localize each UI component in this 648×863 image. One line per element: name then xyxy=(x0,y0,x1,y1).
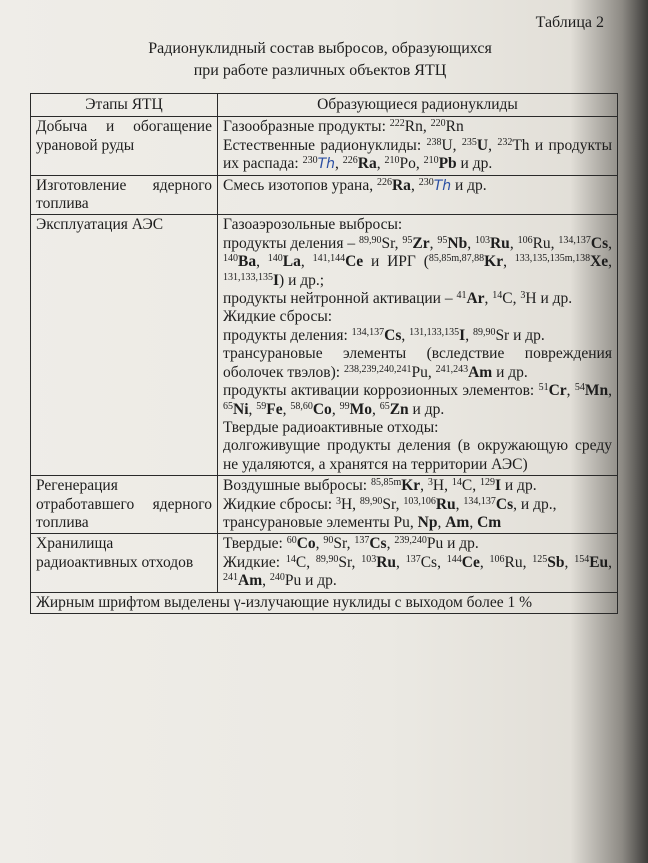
nuclide-line: Жидкие сбросы: $^3$H, $^{89,90}$Sr, $^{103,106}$Ru, $^{134,137}$Cs, и др., xyxy=(223,495,557,513)
footnote-row xyxy=(31,592,618,613)
table-row xyxy=(31,476,618,534)
table-caption xyxy=(40,38,600,82)
table-row xyxy=(31,215,618,476)
nuclide-line: Твердые радиоактивные отходы: xyxy=(223,418,439,436)
stage-cell: Эксплуатация АЭС xyxy=(31,215,218,476)
caption-line-1: Радионуклидный состав выбросов, образующихся xyxy=(148,40,492,57)
header-row xyxy=(31,94,618,117)
nuclide-line: Твердые: $^{60}$Co, $^{90}$Sr, $^{137}$Cs, $^{239,240}$Pu и др. xyxy=(223,535,479,553)
table-row xyxy=(31,175,618,215)
nuclide-line: Жидкие сбросы: xyxy=(223,308,333,326)
header-stages: Этапы ЯТЦ xyxy=(31,94,218,117)
header-nuclides: Образующиеся радионуклиды xyxy=(218,94,618,117)
nuclide-line: продукты деления: $^{134,137}$Cs, $^{131,133,135}$I, $^{89,90}$Sr и др. xyxy=(223,326,545,344)
nuclide-line: Газообразные продукты: $^{222}$Rn, $^{220}$Rn xyxy=(223,118,464,136)
nuclide-line: продукты активации коррозионных элементов: $^{51}$Cr, $^{54}$Mn, $^{65}$Ni, $^{59}$Fe, $^{58,60}$Co, $^{99}$Mo, $^{65}$Zn и др. xyxy=(223,382,613,418)
footnote: Жирным шрифтом выделены γ-излучающие нуклиды с выходом более 1 % xyxy=(31,592,618,613)
nuclide-line: Газоаэрозольные выбросы: xyxy=(223,216,403,234)
stage-cell: Регенерация отработавшего ядерного топлива xyxy=(31,476,218,534)
nuclide-line: трансурановые элементы Pu, Np, Am, Cm xyxy=(223,513,502,531)
table-row xyxy=(31,534,618,592)
nuclide-line: Смесь изотопов урана, $^{226}$Ra, $^{230}$Th и др. xyxy=(223,176,487,194)
stage-cell: Добыча и обогащение урановой руды xyxy=(31,117,218,175)
handwritten-th-mark: Th xyxy=(317,156,335,173)
table-row xyxy=(31,117,618,175)
stage-cell: Изготовление ядерного топлива xyxy=(31,175,218,215)
nuclide-table xyxy=(30,93,618,614)
table-label: Таблица 2 xyxy=(535,14,604,31)
nuclide-line: продукты деления – $^{89,90}$Sr, $^{95}$Zr, $^{95}$Nb, $^{103}$Ru, $^{106}$Ru, $^{134,137}$Cs, $^{140}$Ba, $^{140}$La, $^{141,144}$Ce и ИРГ ($^{85,85m,87,88}$Kr, $^{133,135,135m,138}$Xe, $^{131,133,135}$I) и др.; xyxy=(223,234,613,289)
nuclide-line: Естественные радионуклиды: $^{238}$U, $^{235}$U, $^{232}$Th и продукты их распада: $^{230}$Th, $^{226}$Ra, $^{210}$Po, $^{210}$Pb и др. xyxy=(223,136,612,173)
nuclide-line: трансурановые элементы (вследствие повреждения оболочек твэлов): $^{238,239,240,241}$Pu, $^{241,243}$Am и др. xyxy=(223,345,612,381)
nuclide-line: Воздушные выбросы: $^{85,85m}$Kr, $^3$H, $^{14}$C, $^{129}$I и др. xyxy=(223,477,537,495)
stage-cell: Хранилища радиоактивных отходов xyxy=(31,534,218,592)
caption-line-2: при работе различных объектов ЯТЦ xyxy=(193,62,447,79)
nuclides-cell xyxy=(218,117,618,175)
handwritten-th-mark: Th xyxy=(433,177,452,194)
nuclide-line: продукты нейтронной активации – $^{41}$Ar, $^{14}$C, $^3$H и др. xyxy=(223,290,573,308)
nuclides-cell xyxy=(218,534,618,592)
nuclides-cell xyxy=(218,175,618,215)
nuclides-cell xyxy=(218,215,618,476)
nuclides-cell xyxy=(218,476,618,534)
nuclide-line: Жидкие: $^{14}$C, $^{89,90}$Sr, $^{103}$Ru, $^{137}$Cs, $^{144}$Ce, $^{106}$Ru, $^{125}$Sb, $^{154}$Eu, $^{241}$Am, $^{240}$Pu и др. xyxy=(223,553,613,590)
nuclide-line: долгоживущие продукты деления (в окружающую среду не удаляются, а хранятся на территории АЭС) xyxy=(223,437,612,473)
